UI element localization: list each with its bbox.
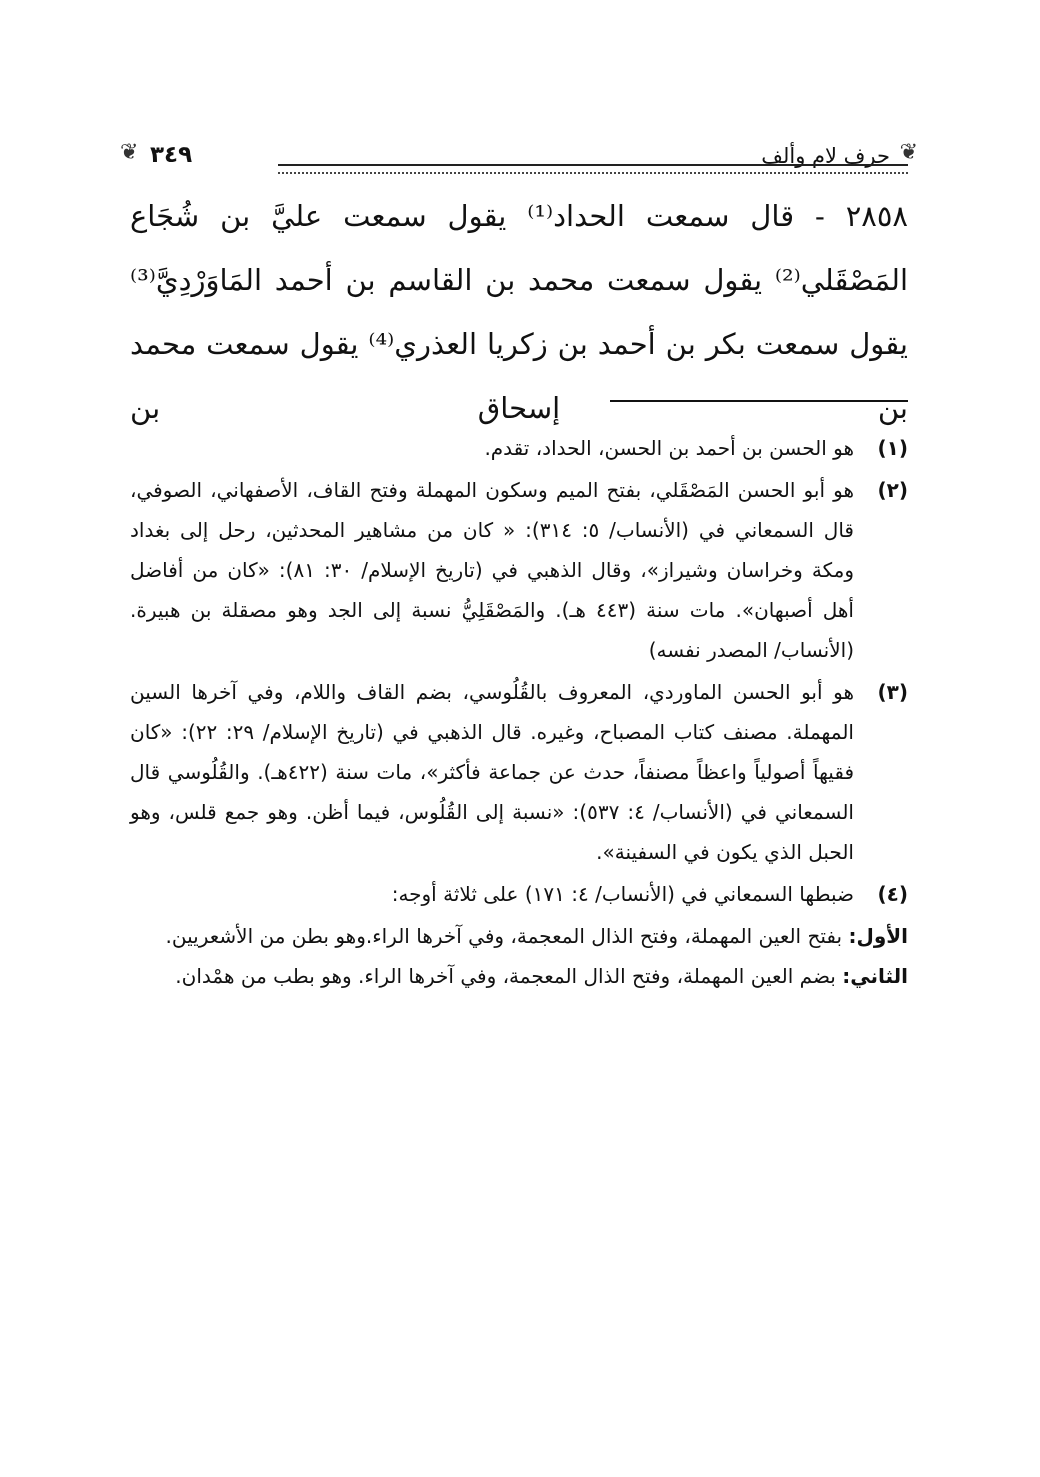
ornament-right-icon: ❦: [899, 140, 918, 165]
footnote-number: (٢): [877, 478, 908, 502]
footnote-text: هو أبو الحسن المَصْقَلي، بفتح الميم وسكون المهملة وفتح القاف، الأصفهاني، الصوفي، قال السمعاني في (الأنساب/ ٥: ٣١٤): « كان من مشاهير المحدثين، رحل إلى بغداد ومكة وخراسان وشيراز»، وقال الذهبي في (تاريخ الإسلام/ ٣٠: ٨١): «كان من أفاضل أهل أصبهان». مات سنة (٤٤٣ هـ). والمَصْقَلِيُّ نسبة إلى الجد وهو مصقلة بن هبيرة. (الأنساب/ المصدر نفسه): [130, 478, 855, 662]
hadith-text: ٢٨٥٨ - قال سمعت الحداد⁽¹⁾ يقول سمعت عليَّ بن شُجَاع المَصْقَلي⁽²⁾ يقول سمعت محمد بن القاسم بن أحمد المَاوَرْدِيَّ⁽³⁾ يقول سمعت بكر بن أحمد بن زكريا العذري⁽⁴⁾ يقول سمعت محمد بن إسحاق بن: [130, 199, 909, 425]
footnote-number: (٣): [877, 680, 908, 704]
footnote-3: [130, 672, 908, 872]
header-rule-right: [278, 164, 908, 174]
footnote-text: هو أبو الحسن الماوردي، المعروف بالقُلُوسي، بضم القاف واللام، وفي آخرها السين المهملة. مصنف كتاب المصباح، وغيره. قال الذهبي في (تاريخ الإسلام/ ٢٩: ٢٢): «كان فقيهاً أصولياً واعظاً مصنفاً، حدث عن جماعة فأكثر»، مات سنة (٤٢٢هـ). والقُلُوسي قال السمعاني في (الأنساب/ ٤: ٥٣٧): «نسبة إلى القُلُوس، فيما أظن. وهو جمع قلس، وهو الحبل الذي يكون في السفينة».: [130, 680, 855, 864]
footnote-2: [130, 470, 908, 670]
footnote-text: هو الحسن بن أحمد بن الحسن، الحداد، تقدم.: [484, 436, 854, 460]
variant-second: [130, 956, 908, 996]
variant-text: بضم العين المهملة، وفتح الذال المعجمة، وفي آخرها الراء. وهو بطب من همْدان.: [175, 964, 836, 988]
footnotes: [130, 428, 908, 996]
footnote-separator: [610, 400, 908, 402]
page-header: [120, 140, 918, 176]
footnote-text: ضبطها السمعاني في (الأنساب/ ٤: ١٧١) على ثلاثة أوجه:: [391, 882, 854, 906]
variant-label: الأول:: [848, 924, 908, 948]
variant-text: بفتح العين المهملة، وفتح الذال المعجمة، وفي آخرها الراء.وهو بطن من الأشعريين.: [165, 924, 843, 948]
ornament-left-icon: ❦: [120, 140, 139, 165]
footnote-1: [130, 428, 908, 468]
variant-label: الثاني:: [842, 964, 908, 988]
chapter-title: حرف لام وألف: [761, 144, 890, 168]
footnote-4: [130, 874, 908, 914]
footnote-number: (١): [877, 436, 908, 460]
page-number: ٣٤٩: [150, 142, 193, 168]
variant-first: [130, 916, 908, 956]
footnote-number: (٤): [877, 882, 908, 906]
